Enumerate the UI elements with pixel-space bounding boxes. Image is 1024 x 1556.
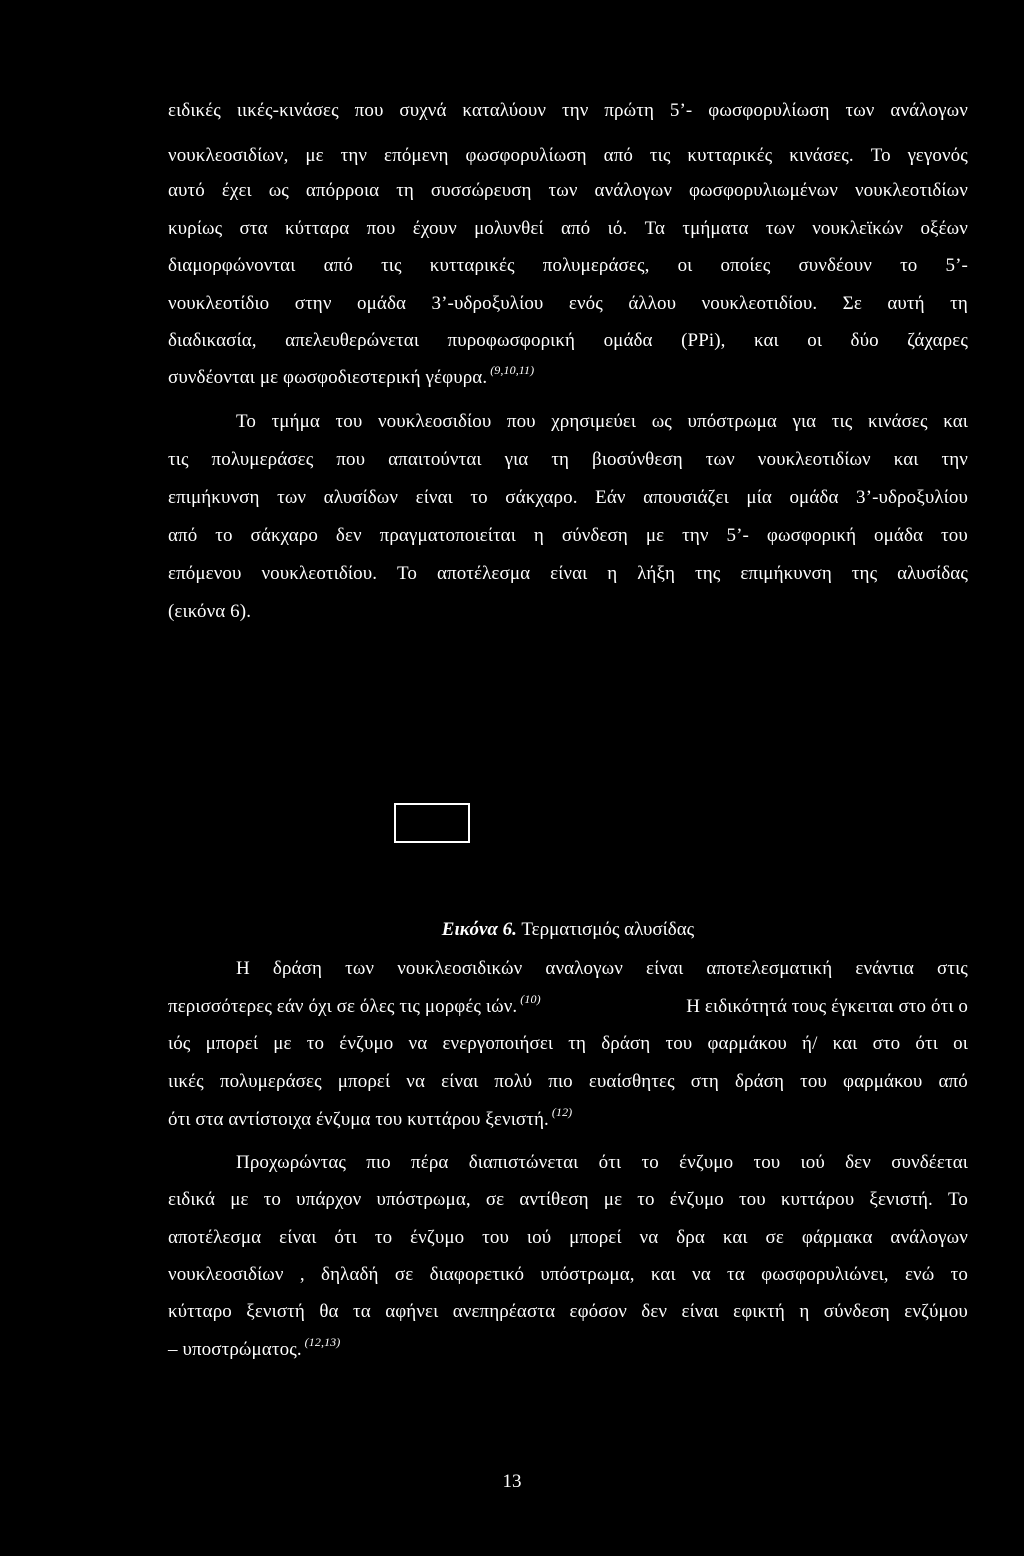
word: πιο <box>366 1152 391 1173</box>
word: των <box>345 958 375 979</box>
word: 5’- <box>945 255 968 276</box>
word: έχει <box>221 180 252 201</box>
paragraph-1-line <box>168 329 968 353</box>
paragraph-3-last-line <box>168 1105 968 1133</box>
word: υπάρχον <box>296 1189 362 1210</box>
word: 3’-υδροξυλίου <box>431 293 544 314</box>
word: δρα <box>676 1227 705 1248</box>
word: την <box>941 449 968 470</box>
word: μπορεί <box>337 1071 391 1092</box>
word: νουκλεοσιδίου <box>377 411 492 432</box>
paragraph-2-last-line: (εικόνα 6). <box>168 601 252 622</box>
word: είναι <box>681 1301 719 1322</box>
word: νουκλεοτιδίου. <box>261 563 378 584</box>
word: που <box>366 218 396 239</box>
word: στις <box>937 958 968 979</box>
word: διαφορετικό <box>429 1264 525 1285</box>
word: ένζυμο <box>669 1189 724 1210</box>
word: να <box>639 1227 659 1248</box>
word: ένζυμο <box>410 1227 465 1248</box>
word: πυροφωσφορική <box>447 330 576 351</box>
word: μολυνθεί <box>474 218 544 239</box>
word: ιού <box>800 1152 825 1173</box>
word: πέρα <box>411 1152 449 1173</box>
word: αποτελεσματική <box>706 958 833 979</box>
paragraph-3-line-2-start: περισσότερες εάν όχι σε όλες τις μορφές ιών. <box>168 996 518 1017</box>
word: ζάχαρες <box>907 330 968 351</box>
word: κινάσες. <box>789 145 854 166</box>
paragraph-1-last-text: συνδέονται με φωσφοδιεστερική γέφυρα. <box>168 367 488 388</box>
paragraph-2-line <box>236 410 968 434</box>
word: που <box>336 449 366 470</box>
paragraph-1-line <box>168 217 968 241</box>
word: εφικτή <box>733 1301 785 1322</box>
word: με <box>230 1189 249 1210</box>
word: νουκλεοσιδικών <box>397 958 523 979</box>
word: και <box>943 411 968 432</box>
word: στο <box>872 1033 901 1054</box>
word: τη <box>551 449 570 470</box>
paragraph-2-line <box>168 486 968 510</box>
word: φαρμάκου <box>707 1033 787 1054</box>
word: χρησιμεύει <box>551 411 637 432</box>
word: το <box>306 1033 325 1054</box>
word: νουκλεοτίδιο <box>168 293 270 314</box>
word: διαπιστώνεται <box>468 1152 579 1173</box>
word: να <box>692 1264 711 1285</box>
word: απόρροια <box>305 180 380 201</box>
word: την <box>682 525 709 546</box>
word: πρώτη <box>604 100 654 121</box>
word: του <box>665 1033 693 1054</box>
word: το <box>950 1264 968 1285</box>
paragraph-4-last-text: – υποστρώματος. <box>168 1339 302 1360</box>
word: η <box>607 563 618 584</box>
word: Το <box>947 1189 968 1210</box>
word: πιο <box>548 1071 573 1092</box>
word: ανεπηρέαστα <box>452 1301 556 1322</box>
word: δύο <box>850 330 879 351</box>
word: πραγματοποιείται <box>379 525 516 546</box>
word: των <box>705 449 735 470</box>
word: από <box>560 218 591 239</box>
paragraph-3-last-text: ότι στα αντίστοιχα ένζυμα του κυττάρου ξενιστή. <box>168 1109 549 1130</box>
word: κυρίως <box>168 218 223 239</box>
word: φωσφορυλίωση <box>465 145 587 166</box>
word: νουκλεοτιδίων <box>757 449 871 470</box>
word: και <box>722 1227 748 1248</box>
word: με <box>273 1033 292 1054</box>
word: Σε <box>842 293 862 314</box>
word: τις <box>168 449 189 470</box>
word: ιό. <box>607 218 628 239</box>
word: ενεργοποιήσει <box>442 1033 554 1054</box>
word: ενός <box>568 293 603 314</box>
word: λήξη <box>637 563 676 584</box>
word: Προχωρώντας <box>236 1152 347 1173</box>
paragraph-2-line <box>168 448 968 472</box>
page-number: 13 <box>502 1471 522 1492</box>
word: οποίες <box>720 255 771 276</box>
word: αλυσίδων <box>323 487 399 508</box>
word: υπόστρωμα <box>687 411 777 432</box>
word: η <box>533 525 544 546</box>
word: η <box>799 1301 810 1322</box>
figure-caption-text: Τερματισμός αλυσίδας <box>516 919 695 940</box>
word: οξέων <box>920 218 968 239</box>
word: Εάν <box>595 487 626 508</box>
word: γεγονός <box>907 145 968 166</box>
word: το <box>263 1189 282 1210</box>
citation-reference: (9,10,11) <box>490 363 535 377</box>
word: στα <box>239 218 268 239</box>
word: συσσώρευση <box>430 180 532 201</box>
word: στην <box>294 293 332 314</box>
word: αναλογων <box>545 958 623 979</box>
word: εφόσον <box>569 1301 627 1322</box>
word: ομάδα <box>603 330 653 351</box>
word: να <box>406 1071 426 1092</box>
word: με <box>305 145 324 166</box>
word: το <box>641 1152 659 1173</box>
citation-reference: (12) <box>551 1105 573 1119</box>
paragraph-4-line <box>168 1226 968 1250</box>
paragraph-3-line-2 <box>168 992 968 1020</box>
paragraph-4-line <box>168 1263 968 1287</box>
word: είναι <box>646 958 684 979</box>
word: συχνά <box>399 100 447 121</box>
word: με <box>645 525 665 546</box>
word: το <box>215 525 233 546</box>
word: δράση <box>601 1033 651 1054</box>
word: δεν <box>845 1152 871 1173</box>
word: που <box>506 411 536 432</box>
word: του <box>753 1152 781 1173</box>
word: το <box>900 255 918 276</box>
word: δεν <box>335 525 362 546</box>
word: ενάντια <box>855 958 914 979</box>
word: ανάλογων <box>890 100 968 121</box>
word: πολυμεράσες <box>219 1071 322 1092</box>
word: του <box>738 1189 766 1210</box>
word: ομάδα <box>874 525 924 546</box>
word: καταλύουν <box>462 100 547 121</box>
word: οι <box>807 330 823 351</box>
word: ένζυμο <box>679 1152 734 1173</box>
word: αυτή <box>887 293 925 314</box>
word: από <box>323 255 353 276</box>
citation-reference: (12,13) <box>304 1335 341 1349</box>
word: τις <box>831 411 853 432</box>
word: αντίθεση <box>519 1189 589 1210</box>
word: πολυμεράσες <box>211 449 314 470</box>
word: την <box>340 145 368 166</box>
word: δράση <box>272 958 322 979</box>
word: των <box>277 487 307 508</box>
word: σε <box>765 1227 784 1248</box>
paragraph-1-line <box>168 292 968 316</box>
word: είναι <box>279 1227 317 1248</box>
word: απελευθερώνεται <box>285 330 420 351</box>
word: αφήνει <box>385 1301 439 1322</box>
word: στη <box>690 1071 719 1092</box>
word: τη <box>396 180 414 201</box>
word: σάκχαρο. <box>505 487 578 508</box>
paragraph-2-line <box>168 562 968 586</box>
word: κυτταρικές <box>687 145 773 166</box>
paragraph-4-line <box>168 1188 968 1212</box>
word: φωσφορική <box>766 525 857 546</box>
word: Το <box>397 563 418 584</box>
word: είναι <box>441 1071 479 1092</box>
word: τμήμα <box>271 411 320 432</box>
word: ιός <box>168 1033 191 1054</box>
word: ευαίσθητες <box>588 1071 675 1092</box>
word: απαιτούνται <box>388 449 482 470</box>
word: πολύ <box>494 1071 533 1092</box>
word: τη <box>950 293 968 314</box>
word: και <box>832 1033 858 1054</box>
word: διαμορφώνονται <box>168 255 296 276</box>
paragraph-4-line <box>168 1300 968 1324</box>
word: ότι <box>915 1033 938 1054</box>
word: και <box>650 1264 676 1285</box>
word: οι <box>677 255 693 276</box>
word: της <box>694 563 721 584</box>
word: σάκχαρο <box>250 525 318 546</box>
word: ως <box>651 411 672 432</box>
paragraph-1-line <box>168 254 968 278</box>
word: , <box>299 1264 305 1285</box>
figure-label: Εικόνα 6. <box>441 919 517 940</box>
word: διαδικασία, <box>168 330 257 351</box>
word: ότι <box>598 1152 622 1173</box>
word: κινάσες <box>867 411 928 432</box>
word: αποτέλεσμα <box>436 563 531 584</box>
word: τα <box>353 1301 371 1322</box>
word: Το <box>236 411 256 432</box>
word: πολυμεράσες, <box>542 255 650 276</box>
word: το <box>637 1189 655 1210</box>
word: του <box>800 1071 827 1092</box>
word: συνδέεται <box>891 1152 968 1173</box>
word: φαρμάκου <box>843 1071 923 1092</box>
word: Η <box>236 958 250 979</box>
word: να <box>408 1033 428 1054</box>
word: οι <box>953 1033 968 1054</box>
word: νουκλεοσιδίων, <box>168 145 289 166</box>
word: τις <box>649 145 671 166</box>
word: τμήματα <box>682 218 749 239</box>
word: τις <box>381 255 402 276</box>
word: Το <box>870 145 891 166</box>
word: κύτταρα <box>284 218 350 239</box>
word: δηλαδή <box>321 1264 379 1285</box>
word: ιικές-κινάσες <box>236 100 339 121</box>
paragraph-4-last-line <box>168 1335 968 1363</box>
word: τη <box>568 1033 587 1054</box>
word: Τα <box>644 218 666 239</box>
word: ξενιστή <box>246 1301 305 1322</box>
paragraph-3-line <box>168 1070 968 1094</box>
word: επιμήκυνση <box>168 487 260 508</box>
word: ιικές <box>168 1071 204 1092</box>
citation-reference: (10) <box>520 992 541 1006</box>
word: δεν <box>641 1301 668 1322</box>
word: φωσφορυλιωμένων <box>688 180 838 201</box>
word: του <box>482 1227 509 1248</box>
word: ομάδα <box>357 293 407 314</box>
word: νουκλεοτιδίων <box>854 180 968 201</box>
word: της <box>851 563 878 584</box>
word: ειδικές <box>168 100 221 121</box>
figure-caption <box>168 918 968 942</box>
paragraph-3-line-2-end: Η ειδικότητά τους έγκειται στο ότι ο <box>686 996 968 1017</box>
word: και <box>753 330 779 351</box>
word: ενζύμου <box>904 1301 968 1322</box>
word: σύνδεση <box>823 1301 890 1322</box>
word: είναι <box>415 487 453 508</box>
word: με <box>603 1189 623 1210</box>
word: από <box>603 145 633 166</box>
word: σε <box>394 1264 414 1285</box>
word: ανάλογων <box>594 180 673 201</box>
word: αποτέλεσμα <box>168 1227 262 1248</box>
word: επόμενου <box>168 563 242 584</box>
word: δράση <box>734 1071 785 1092</box>
word: νουκλεοτιδίου. <box>701 293 818 314</box>
word: το <box>374 1227 393 1248</box>
word: των <box>845 100 875 121</box>
word: θα <box>319 1301 339 1322</box>
word: (PPi), <box>681 330 726 351</box>
word: είναι <box>550 563 588 584</box>
paragraph-4-line <box>236 1151 968 1175</box>
word: από <box>938 1071 968 1092</box>
word: 3’-υδροξυλίου <box>856 487 968 508</box>
word: νουκλεοσιδίων <box>168 1264 284 1285</box>
word: 5’- <box>726 525 749 546</box>
word: αλυσίδας <box>897 563 968 584</box>
word: υπόστρωμα, <box>540 1264 635 1285</box>
word: ξενιστή. <box>869 1189 933 1210</box>
word: κυττάρου <box>780 1189 855 1210</box>
word: κυτταρικές <box>429 255 515 276</box>
word: που <box>354 100 384 121</box>
word: σύνδεση <box>561 525 628 546</box>
word: των <box>548 180 578 201</box>
word: άλλου <box>628 293 677 314</box>
word: φωσφορυλιώνει, <box>761 1264 889 1285</box>
paragraph-1-line <box>168 179 968 203</box>
word: μπορεί <box>205 1033 259 1054</box>
word: βιοσύνθεση <box>592 449 683 470</box>
word: απουσιάζει <box>643 487 729 508</box>
word: ιού <box>526 1227 552 1248</box>
word: ένζυμο <box>339 1033 394 1054</box>
word: ανάλογων <box>890 1227 968 1248</box>
paragraph-1-line <box>168 99 968 123</box>
word: ότι <box>334 1227 357 1248</box>
word: το <box>470 487 488 508</box>
word: μία <box>746 487 772 508</box>
word: του <box>335 411 363 432</box>
paragraph-1-last-line <box>168 363 968 391</box>
word: υπόστρωμα, <box>376 1189 471 1210</box>
word: φωσφορυλίωση <box>708 100 830 121</box>
word: φάρμακα <box>801 1227 873 1248</box>
word: συνδέουν <box>798 255 872 276</box>
word: ομάδα <box>789 487 839 508</box>
paragraph-3-line <box>236 957 968 981</box>
word: μπορεί <box>569 1227 622 1248</box>
word: από <box>168 525 198 546</box>
word: τα <box>727 1264 745 1285</box>
word: του <box>941 525 968 546</box>
word: επόμενη <box>384 145 449 166</box>
word: νουκλεϊκών <box>812 218 904 239</box>
paragraph-3-line <box>168 1032 968 1056</box>
word: αυτό <box>168 180 205 201</box>
word: έχουν <box>412 218 457 239</box>
figure-image-frame <box>394 803 470 843</box>
word: επιμήκυνση <box>740 563 832 584</box>
word: ειδικά <box>168 1189 216 1210</box>
word: κύτταρο <box>168 1301 232 1322</box>
word: 5’- <box>669 100 693 121</box>
word: και <box>893 449 919 470</box>
word: για <box>504 449 529 470</box>
word: σε <box>485 1189 505 1210</box>
word: των <box>765 218 795 239</box>
paragraph-2-line <box>168 524 968 548</box>
word: για <box>792 411 817 432</box>
word: την <box>561 100 589 121</box>
word: ενώ <box>904 1264 935 1285</box>
word: ή/ <box>802 1033 818 1054</box>
paragraph-1-line <box>168 144 968 168</box>
word: ως <box>268 180 289 201</box>
